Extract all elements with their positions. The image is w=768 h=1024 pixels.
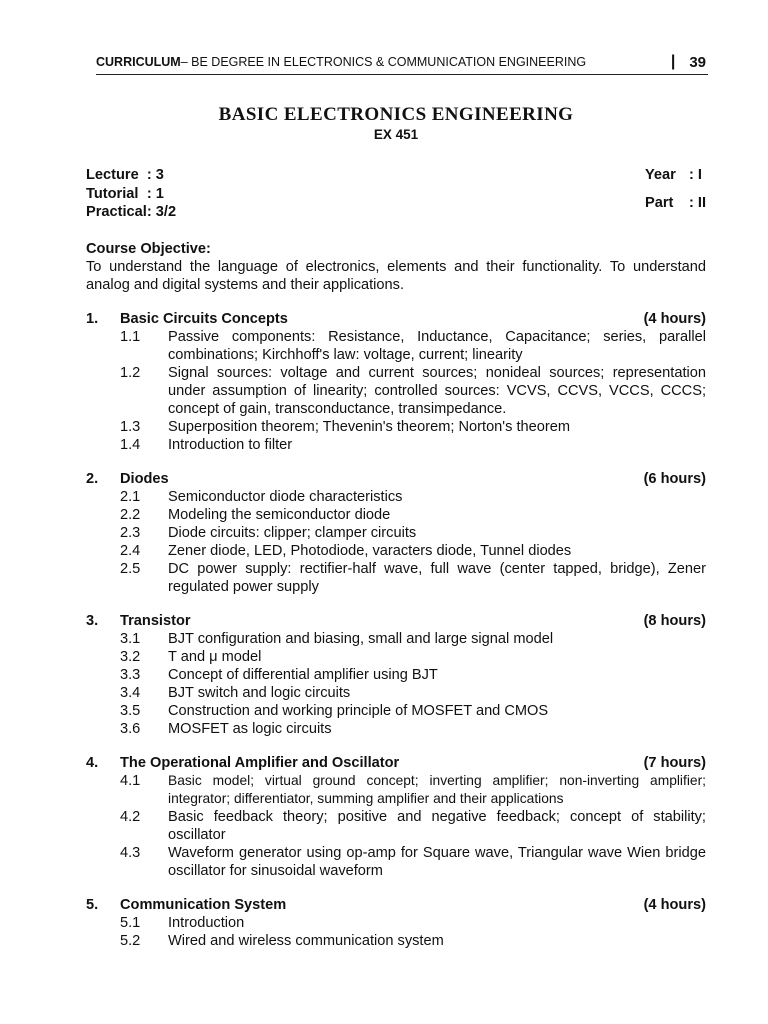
list-item: 3.5 Construction and working principle of MOSFET and CMOS [120, 702, 549, 719]
section-hours: (7 hours) [643, 754, 706, 771]
year-part-table [645, 166, 706, 222]
hours-table [86, 166, 176, 222]
meta-row-tutorial: Tutorial : 1 [86, 185, 164, 202]
objective-text: To understand the language of electronics, elements and their functionality. To understand analog and digital systems and their applications. [86, 258, 706, 293]
header-degree: – BE DEGREE IN ELECTRONICS & COMMUNICATION ENGINEERING [180, 55, 587, 69]
course-title: BASIC ELECTRONICS ENGINEERING [218, 104, 574, 125]
section-heading [86, 896, 706, 914]
list-item: 2.4 Zener diode, LED, Photodiode, varacters diode, Tunnel diodes [120, 542, 572, 559]
objective-heading: Course Objective: [86, 240, 211, 257]
meta-row-part: Part : II [644, 194, 706, 211]
list-item: 4.2 Basic feedback theory; positive and negative feedback; concept of stability; oscillator [120, 808, 706, 843]
list-item: 5.2 Wired and wireless communication system [120, 932, 444, 949]
section-hours: (8 hours) [643, 612, 706, 629]
section-title: Diodes [120, 470, 169, 487]
section-title: Basic Circuits Concepts [120, 310, 288, 327]
section-heading [86, 754, 706, 772]
section-title: Communication System [120, 896, 287, 913]
list-item: 4.3 Waveform generator using op-amp for Square wave, Triangular wave Wien bridge oscillator for sinusoidal waveform [120, 844, 706, 879]
list-item: 1.3 Superposition theorem; Thevenin's theorem; Norton's theorem [120, 418, 570, 435]
section-hours: (4 hours) [643, 896, 706, 913]
course-code: EX 451 [373, 127, 419, 142]
section-hours: (6 hours) [643, 470, 706, 487]
list-item: 3.3 Concept of differential amplifier using BJT [120, 666, 438, 683]
section-basic-circuits [86, 310, 706, 454]
list-item: 3.4 BJT switch and logic circuits [120, 684, 351, 701]
section-transistor [86, 612, 706, 738]
section-op-amp [86, 754, 706, 880]
section-number: 1. [86, 310, 99, 327]
section-title: Transistor [120, 612, 191, 629]
list-item: 3.1 BJT configuration and biasing, small and large signal model [120, 630, 554, 647]
list-item: 2.1 Semiconductor diode characteristics [120, 488, 403, 505]
list-item: 3.6 MOSFET as logic circuits [120, 720, 332, 737]
section-communication [86, 896, 706, 950]
meta-row-lecture: Lecture : 3 [86, 167, 164, 183]
section-number: 4. [86, 754, 99, 771]
section-diodes [86, 470, 706, 596]
list-item: 2.5 DC power supply: rectifier-half wave, full wave (center tapped, bridge), Zener regulated power supply [120, 560, 706, 595]
section-heading [86, 310, 706, 328]
header-curriculum: CURRICULUM [96, 55, 181, 69]
meta-row-year: Year : I [644, 167, 702, 183]
running-header [96, 52, 708, 75]
meta-row-practical: Practical : 3/2 [86, 204, 177, 220]
section-number: 3. [86, 612, 99, 629]
section-heading [86, 470, 706, 488]
list-item: 3.2 T and μ model [120, 648, 262, 665]
list-item: 2.2 Modeling the semiconductor diode [120, 506, 391, 523]
section-heading [86, 612, 706, 630]
header-separator: | [670, 53, 676, 70]
list-item: 4.1 Basic model; virtual ground concept; inverting amplifier; non-inverting amplifier; integrator; differentiator, summing amplifier and their applications [120, 772, 706, 806]
page-number: 39 [689, 53, 706, 71]
document-body [86, 104, 706, 950]
section-title: The Operational Amplifier and Oscillator [120, 754, 400, 771]
list-item: 1.2 Signal sources: voltage and current sources; nonideal sources; representation under assumption of linearity; controlled sources: VCVS, CCVS, VCCS, CCCS; concept of gain, transconductance, transimpedance. [120, 364, 706, 417]
course-meta [86, 166, 706, 222]
list-item: 1.1 Passive components: Resistance, Inductance, Capacitance; series, parallel combinations; Kirchhoff's law: voltage, current; linearity [120, 328, 706, 363]
section-hours: (4 hours) [643, 310, 706, 327]
list-item: 2.3 Diode circuits: clipper; clamper circuits [120, 524, 417, 541]
list-item: 1.4 Introduction to filter [120, 436, 293, 453]
list-item: 5.1 Introduction [120, 914, 245, 931]
section-number: 5. [86, 896, 99, 913]
section-number: 2. [86, 470, 99, 487]
